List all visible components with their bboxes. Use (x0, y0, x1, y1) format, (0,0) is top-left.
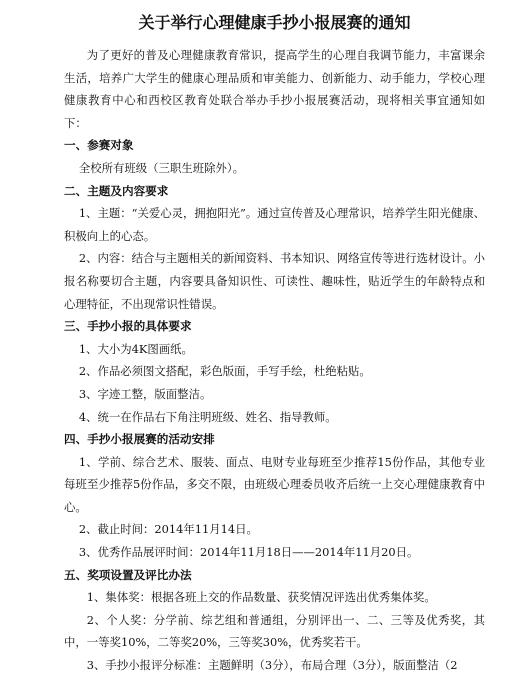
body-paragraph: 1、集体奖：根据各班上交的作品数量、获奖情况评选出优秀集体奖。 (86, 590, 436, 605)
intro-paragraph: 为了更好的普及心理健康教育常识，提高学生的心理自我调节能力，丰富课余生活，培养广大学生的健康心理品质和审美能力、创新能力、动手能力，学校心理健康教育中心和西校区教育处联合举办手抄小报展赛活动，现将相关事宜通知如下： (64, 48, 485, 130)
body-paragraph: 3、优秀作品展评时间：2014年11月18日——2014年11月20日。 (78, 545, 419, 560)
document-title: 关于举行心理健康手抄小报展赛的通知 (138, 13, 411, 32)
section-theme (64, 180, 485, 316)
body-paragraph: 2、作品必须图文搭配，彩色版面，手写手绘，杜绝粘贴。 (78, 364, 371, 379)
body-paragraph: 1、学前、综合艺术、服装、面点、电财专业每班至少推荐15份作品，其他专业每班至少推荐5份作品，多交不限，由班级心理委员收齐后统一上交心理健康教育中心。 (64, 454, 485, 514)
section-participants (64, 134, 485, 179)
body-paragraph: 1、大小为4K图画纸。 (78, 341, 193, 356)
body-paragraph: 2、内容：结合与主题相关的新闻资料、书本知识、网络宣传等进行选材设计。小报名称要切合主题，内容要具备知识性、可读性、趣味性，贴近学生的年龄特点和心理特征，不出现常识性错误。 (64, 251, 485, 311)
section-awards (64, 564, 485, 677)
section-heading: 一、参赛对象 (64, 138, 134, 153)
section-heading: 三、手抄小报的具体要求 (64, 319, 192, 334)
body-paragraph: 3、字迹工整，版面整洁。 (78, 386, 212, 401)
body-paragraph: 4、统一在作品右下角注明班级、姓名、指导教师。 (78, 409, 337, 424)
section-schedule (64, 428, 485, 564)
body-paragraph: 3、手抄小报评分标准：主题鲜明（3分），布局合理（3分），版面整洁（2 (86, 658, 458, 673)
body-paragraph: 2、截止时间：2014年11月14日。 (78, 522, 258, 537)
body-paragraph: 1、主题：“关爱心灵，拥抱阳光”。通过宣传普及心理常识，培养学生阳光健康、积极向上的心态。 (64, 206, 485, 243)
section-heading: 四、手抄小报展赛的活动安排 (64, 432, 215, 447)
section-heading: 五、奖项设置及评比办法 (64, 567, 192, 582)
section-requirements (64, 315, 485, 428)
body-paragraph: 全校所有班级（三职生班除外）。 (78, 160, 244, 175)
section-heading: 二、主题及内容要求 (64, 183, 169, 198)
body-paragraph: 2、个人奖：分学前、综艺组和普通组，分别评出一、二、三等及优秀奖，其中，一等奖10%，二等奖20%，三等奖30%，优秀奖若干。 (64, 612, 485, 650)
